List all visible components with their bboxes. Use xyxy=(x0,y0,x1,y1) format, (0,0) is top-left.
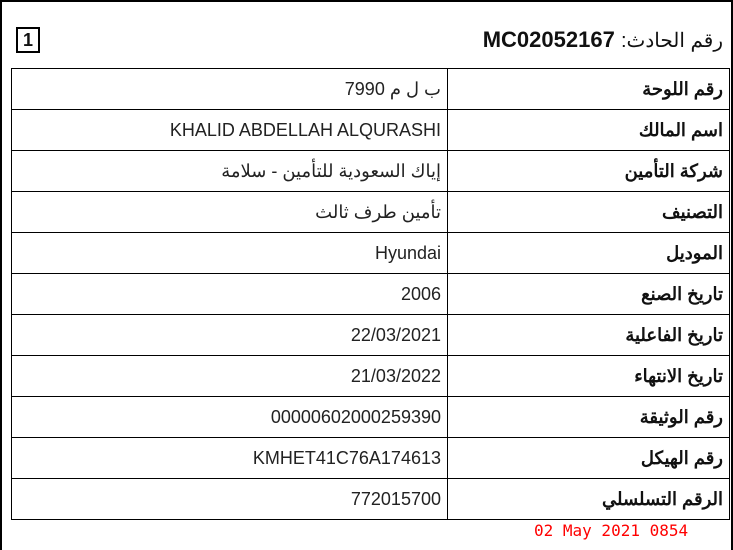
table-row xyxy=(12,315,730,356)
chassis-number-label: رقم الهيكل xyxy=(448,438,730,479)
table-row xyxy=(12,356,730,397)
accident-id: MC02052167 xyxy=(482,27,615,52)
table-row xyxy=(12,110,730,151)
policy-number-label: رقم الوثيقة xyxy=(448,397,730,438)
accident-label: :رقم الحادث xyxy=(620,30,723,52)
chassis-number-value: KMHET41C76A174613 xyxy=(12,438,448,479)
expiry-date-label: تاريخ الانتهاء xyxy=(448,356,730,397)
vehicle-details-table xyxy=(11,68,730,520)
table-row xyxy=(12,397,730,438)
table-row xyxy=(12,69,730,110)
table-row xyxy=(12,233,730,274)
serial-number-value: 772015700 xyxy=(12,479,448,520)
effective-date-label: تاريخ الفاعلية xyxy=(448,315,730,356)
owner-value: KHALID ABDELLAH ALQURASHI xyxy=(12,110,448,151)
timestamp-stamp: 02 May 2021 0854 xyxy=(534,521,689,540)
classification-label: التصنيف xyxy=(448,192,730,233)
table-row xyxy=(12,274,730,315)
model-label: الموديل xyxy=(448,233,730,274)
model-value: Hyundai xyxy=(12,233,448,274)
manufacture-year-value: 2006 xyxy=(12,274,448,315)
table-row xyxy=(12,151,730,192)
table-row xyxy=(12,438,730,479)
insurer-value: إياك السعودية للتأمين - سلامة xyxy=(12,151,448,192)
insurer-label: شركة التأمين xyxy=(448,151,730,192)
serial-number-label: الرقم التسلسلي xyxy=(448,479,730,520)
plate-label: رقم اللوحة xyxy=(448,69,730,110)
table-row xyxy=(12,479,730,520)
manufacture-year-label: تاريخ الصنع xyxy=(448,274,730,315)
policy-number-value: 00000602000259390 xyxy=(12,397,448,438)
table-row xyxy=(12,192,730,233)
document-header xyxy=(2,2,731,68)
plate-value: ب ل م 7990 xyxy=(12,69,448,110)
effective-date-value: 22/03/2021 xyxy=(12,315,448,356)
expiry-date-value: 21/03/2022 xyxy=(12,356,448,397)
accident-number xyxy=(483,26,723,55)
owner-label: اسم المالك xyxy=(448,110,730,151)
classification-value: تأمين طرف ثالث xyxy=(12,192,448,233)
page-number-box: 1 xyxy=(16,27,40,53)
